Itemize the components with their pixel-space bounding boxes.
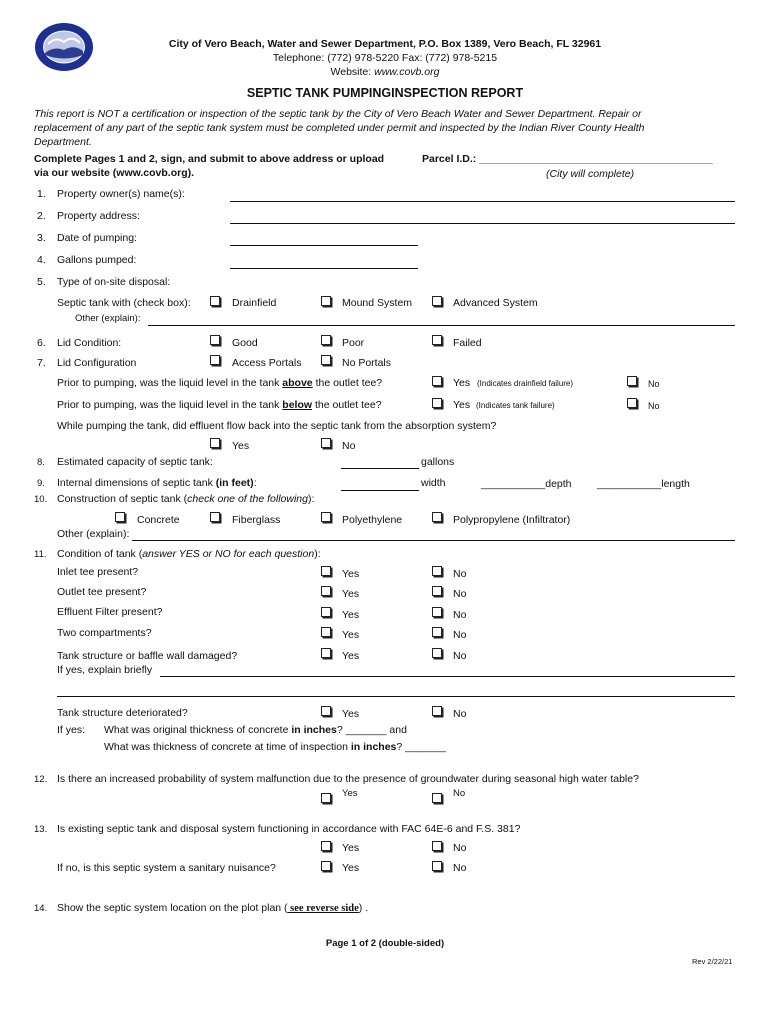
inlet-tee-yes-checkbox[interactable] bbox=[321, 566, 331, 576]
website-link[interactable]: www.covb.org bbox=[374, 66, 440, 78]
parcel-id-field[interactable]: Parcel I.D.: ________________________________________ bbox=[422, 153, 713, 165]
lid-good-checkbox[interactable] bbox=[210, 335, 220, 345]
backflow-no-label: No bbox=[342, 440, 356, 452]
page-number: Page 1 of 2 (double-sided) bbox=[325, 938, 445, 949]
pumping-date-line[interactable] bbox=[230, 245, 418, 246]
q6-label: Lid Condition: bbox=[57, 337, 122, 349]
q6-number: 6. bbox=[37, 337, 46, 349]
below-no-checkbox[interactable] bbox=[627, 398, 637, 408]
q11-label bbox=[57, 548, 321, 560]
nuisance-no-checkbox[interactable] bbox=[432, 861, 442, 871]
disclaimer-line-1: This report is NOT a certification or inspection of the septic tank by the City of Vero Beach Water and Sewer Department. Repair or bbox=[34, 108, 642, 120]
backflow-no-checkbox[interactable] bbox=[321, 438, 331, 448]
below-yes-note: (Indicates tank failure) bbox=[476, 401, 555, 410]
capacity-unit: gallons bbox=[421, 456, 455, 468]
effluent-filter-no-checkbox[interactable] bbox=[432, 607, 442, 617]
q10-label-italic: check one of the following bbox=[187, 493, 308, 505]
liquid-below-question bbox=[57, 399, 382, 411]
deteriorated-no-checkbox[interactable] bbox=[432, 706, 442, 716]
baffle-damaged-yes-checkbox[interactable] bbox=[321, 648, 331, 658]
deteriorated-yes-label: Yes bbox=[342, 708, 360, 720]
deteriorated-no-label: No bbox=[453, 708, 467, 720]
nuisance-yes-label: Yes bbox=[342, 862, 360, 874]
inspection-thickness-pre: What was thickness of concrete at time of inspection bbox=[104, 741, 351, 753]
backflow-question: While pumping the tank, did effluent flow back into the septic tank from the absorption system? bbox=[57, 420, 497, 432]
q1-number: 1. bbox=[37, 188, 46, 200]
drainfield-label: Drainfield bbox=[232, 297, 277, 309]
q9-label-pre: Internal dimensions of septic tank bbox=[57, 477, 216, 489]
q8-number: 8. bbox=[37, 457, 45, 468]
effluent-filter-label: Effluent Filter present? bbox=[57, 606, 163, 618]
liquid-above-pre: Prior to pumping, was the liquid level in the tank bbox=[57, 377, 283, 389]
outlet-tee-yes-checkbox[interactable] bbox=[321, 586, 331, 596]
website-label: Website: bbox=[330, 66, 372, 78]
liquid-above-post: the outlet tee? bbox=[312, 377, 383, 389]
lid-poor-checkbox[interactable] bbox=[321, 335, 331, 345]
fiberglass-checkbox[interactable] bbox=[210, 512, 220, 522]
q10-label-pre: Construction of septic tank ( bbox=[57, 493, 188, 505]
q5-label: Type of on-site disposal: bbox=[57, 276, 171, 288]
header-telephone: Telephone: (772) 978-5220 Fax: (772) 978-5215 bbox=[272, 52, 498, 64]
advanced-system-checkbox[interactable] bbox=[432, 296, 442, 306]
above-yes-note: (Indicates drainfield failure) bbox=[477, 379, 574, 388]
inspection-thickness-question[interactable] bbox=[104, 741, 446, 753]
q12-number: 12. bbox=[34, 774, 48, 785]
above-word: above bbox=[282, 377, 313, 389]
disclaimer-line-3: Department. bbox=[34, 136, 92, 148]
no-portals-label: No Portals bbox=[342, 357, 392, 369]
two-compartments-yes-checkbox[interactable] bbox=[321, 627, 331, 637]
lid-poor-label: Poor bbox=[342, 337, 365, 349]
explain-line-1[interactable] bbox=[160, 676, 735, 677]
q10-label bbox=[57, 493, 314, 505]
inlet-tee-yes-label: Yes bbox=[342, 568, 360, 580]
q14-label bbox=[57, 902, 368, 914]
width-line[interactable] bbox=[341, 490, 419, 491]
explain-briefly-label: If yes, explain briefly bbox=[57, 664, 153, 676]
q9-label-bold: (in feet) bbox=[215, 477, 254, 489]
gallons-pumped-line[interactable] bbox=[230, 268, 418, 269]
header-website bbox=[150, 66, 620, 78]
q4-number: 4. bbox=[37, 254, 46, 266]
q12-label: Is there an increased probability of system malfunction due to the presence of groundwater during seasonal high water table? bbox=[57, 773, 639, 785]
parcel-note: (City will complete) bbox=[546, 168, 635, 180]
q1-label: Property owner(s) name(s): bbox=[57, 188, 185, 200]
q3-label: Date of pumping: bbox=[57, 232, 137, 244]
q9-label-post: : bbox=[253, 477, 257, 489]
functioning-no-label: No bbox=[453, 842, 467, 854]
disposal-other-line[interactable] bbox=[148, 325, 735, 326]
disclaimer-line-2: replacement of any part of the septic tank system must be completed under permit and inspected by the Indian River County Health bbox=[34, 122, 645, 134]
baffle-damaged-label: Tank structure or baffle wall damaged? bbox=[57, 650, 238, 662]
functioning-yes-label: Yes bbox=[342, 842, 360, 854]
width-label: width bbox=[421, 477, 446, 489]
q10-number: 10. bbox=[34, 494, 48, 505]
q3-number: 3. bbox=[37, 232, 46, 244]
lid-failed-checkbox[interactable] bbox=[432, 335, 442, 345]
deteriorated-yes-checkbox[interactable] bbox=[321, 706, 331, 716]
q8-label: Estimated capacity of septic tank: bbox=[57, 456, 213, 468]
two-compartments-label: Two compartments? bbox=[57, 627, 152, 639]
inlet-tee-label: Inlet tee present? bbox=[57, 566, 139, 578]
nuisance-no-label: No bbox=[453, 862, 467, 874]
disposal-other-label: Other (explain): bbox=[75, 313, 141, 324]
baffle-damaged-no-label: No bbox=[453, 650, 467, 662]
q2-number: 2. bbox=[37, 210, 46, 222]
if-yes-label: If yes: bbox=[57, 724, 86, 736]
q14-number: 14. bbox=[34, 903, 48, 914]
functioning-yes-checkbox[interactable] bbox=[321, 841, 331, 851]
below-yes-checkbox[interactable] bbox=[432, 398, 442, 408]
q14-label-post: ) . bbox=[358, 902, 369, 914]
two-compartments-no-label: No bbox=[453, 629, 467, 641]
groundwater-no-checkbox[interactable] bbox=[432, 793, 442, 803]
q11-label-italic: answer YES or NO for each question bbox=[142, 548, 315, 560]
q9-number: 9. bbox=[37, 478, 45, 489]
nuisance-yes-checkbox[interactable] bbox=[321, 861, 331, 871]
groundwater-no-label: No bbox=[453, 788, 466, 799]
polypropylene-label: Polypropylene (Infiltrator) bbox=[453, 514, 571, 526]
original-thickness-question[interactable] bbox=[104, 724, 407, 736]
outlet-tee-label: Outlet tee present? bbox=[57, 586, 147, 598]
see-reverse-side-link[interactable]: see reverse side bbox=[287, 903, 359, 914]
fiberglass-label: Fiberglass bbox=[232, 514, 281, 526]
groundwater-yes-label: Yes bbox=[342, 788, 358, 799]
polypropylene-checkbox[interactable] bbox=[432, 512, 442, 522]
page-title: SEPTIC TANK PUMPINGINSPECTION REPORT bbox=[246, 86, 524, 100]
q4-label: Gallons pumped: bbox=[57, 254, 137, 266]
two-compartments-no-checkbox[interactable] bbox=[432, 627, 442, 637]
groundwater-yes-checkbox[interactable] bbox=[321, 793, 331, 803]
below-yes-label: Yes bbox=[453, 399, 471, 411]
liquid-below-pre: Prior to pumping, was the liquid level in the tank bbox=[57, 399, 283, 411]
effluent-filter-yes-label: Yes bbox=[342, 609, 360, 621]
q2-label: Property address: bbox=[57, 210, 140, 222]
nuisance-question: If no, is this septic system a sanitary nuisance? bbox=[57, 862, 276, 874]
outlet-tee-no-checkbox[interactable] bbox=[432, 586, 442, 596]
above-yes-checkbox[interactable] bbox=[432, 376, 442, 386]
lid-failed-label: Failed bbox=[453, 337, 482, 349]
outlet-tee-yes-label: Yes bbox=[342, 588, 360, 600]
mound-system-checkbox[interactable] bbox=[321, 296, 331, 306]
effluent-filter-yes-checkbox[interactable] bbox=[321, 607, 331, 617]
backflow-yes-label: Yes bbox=[232, 440, 250, 452]
owner-name-line[interactable] bbox=[230, 201, 735, 202]
q11-label-pre: Condition of tank ( bbox=[57, 548, 143, 560]
q11-label-post: ): bbox=[314, 548, 321, 560]
q9-label bbox=[57, 477, 257, 489]
baffle-damaged-yes-label: Yes bbox=[342, 650, 360, 662]
q5-sub-label: Septic tank with (check box): bbox=[57, 297, 191, 309]
below-no-label: No bbox=[648, 401, 660, 411]
liquid-above-question bbox=[57, 377, 382, 389]
outlet-tee-no-label: No bbox=[453, 588, 467, 600]
no-portals-checkbox[interactable] bbox=[321, 355, 331, 365]
effluent-filter-no-label: No bbox=[453, 609, 467, 621]
q5-number: 5. bbox=[37, 276, 46, 288]
q13-number: 13. bbox=[34, 824, 48, 835]
revision-date: Rev 2/22/21 bbox=[692, 957, 733, 966]
above-no-checkbox[interactable] bbox=[627, 376, 637, 386]
polyethylene-label: Polyethylene bbox=[342, 514, 403, 526]
instructions-line-1: Complete Pages 1 and 2, sign, and submit to above address or upload bbox=[34, 153, 385, 165]
backflow-yes-checkbox[interactable] bbox=[210, 438, 220, 448]
inspection-thickness-post: ? _______ bbox=[396, 741, 447, 753]
lid-good-label: Good bbox=[232, 337, 258, 349]
inspection-thickness-bold: in inches bbox=[350, 741, 397, 753]
below-word: below bbox=[282, 399, 313, 411]
q13-label: Is existing septic tank and disposal system functioning in accordance with FAC 64E-6 and F.S. 381? bbox=[57, 823, 521, 835]
capacity-line[interactable] bbox=[341, 468, 419, 469]
liquid-below-post: the outlet tee? bbox=[312, 399, 382, 411]
q7-number: 7. bbox=[37, 357, 46, 369]
header-address: City of Vero Beach, Water and Sewer Department, P.O. Box 1389, Vero Beach, FL 32961 bbox=[168, 38, 602, 50]
advanced-system-label: Advanced System bbox=[453, 297, 538, 309]
functioning-no-checkbox[interactable] bbox=[432, 841, 442, 851]
above-no-label: No bbox=[648, 379, 660, 389]
original-thickness-bold: in inches bbox=[291, 724, 337, 736]
above-yes-label: Yes bbox=[453, 377, 471, 389]
original-thickness-post: ? _______ and bbox=[336, 724, 407, 736]
explain-line-2[interactable] bbox=[57, 696, 735, 697]
polyethylene-checkbox[interactable] bbox=[321, 512, 331, 522]
original-thickness-pre: What was original thickness of concrete bbox=[104, 724, 292, 736]
construction-other-label: Other (explain): bbox=[57, 528, 130, 540]
concrete-label: Concrete bbox=[137, 514, 180, 526]
access-portals-label: Access Portals bbox=[232, 357, 302, 369]
inlet-tee-no-checkbox[interactable] bbox=[432, 566, 442, 576]
access-portals-checkbox[interactable] bbox=[210, 355, 220, 365]
city-seal-logo bbox=[34, 22, 94, 72]
two-compartments-yes-label: Yes bbox=[342, 629, 360, 641]
inlet-tee-no-label: No bbox=[453, 568, 467, 580]
property-address-line[interactable] bbox=[230, 223, 735, 224]
concrete-checkbox[interactable] bbox=[115, 512, 125, 522]
q14-label-pre: Show the septic system location on the plot plan ( bbox=[57, 902, 288, 914]
drainfield-checkbox[interactable] bbox=[210, 296, 220, 306]
mound-system-label: Mound System bbox=[342, 297, 413, 309]
q11-number: 11. bbox=[34, 549, 47, 560]
baffle-damaged-no-checkbox[interactable] bbox=[432, 648, 442, 658]
deteriorated-label: Tank structure deteriorated? bbox=[57, 707, 188, 719]
construction-other-line[interactable] bbox=[132, 540, 735, 541]
instructions-line-2: via our website (www.covb.org). bbox=[34, 167, 195, 179]
depth-field[interactable]: ___________depth bbox=[481, 478, 572, 490]
length-field[interactable]: ___________length bbox=[597, 478, 690, 490]
q10-label-post: ): bbox=[307, 493, 315, 505]
q7-label: Lid Configuration bbox=[57, 357, 137, 369]
